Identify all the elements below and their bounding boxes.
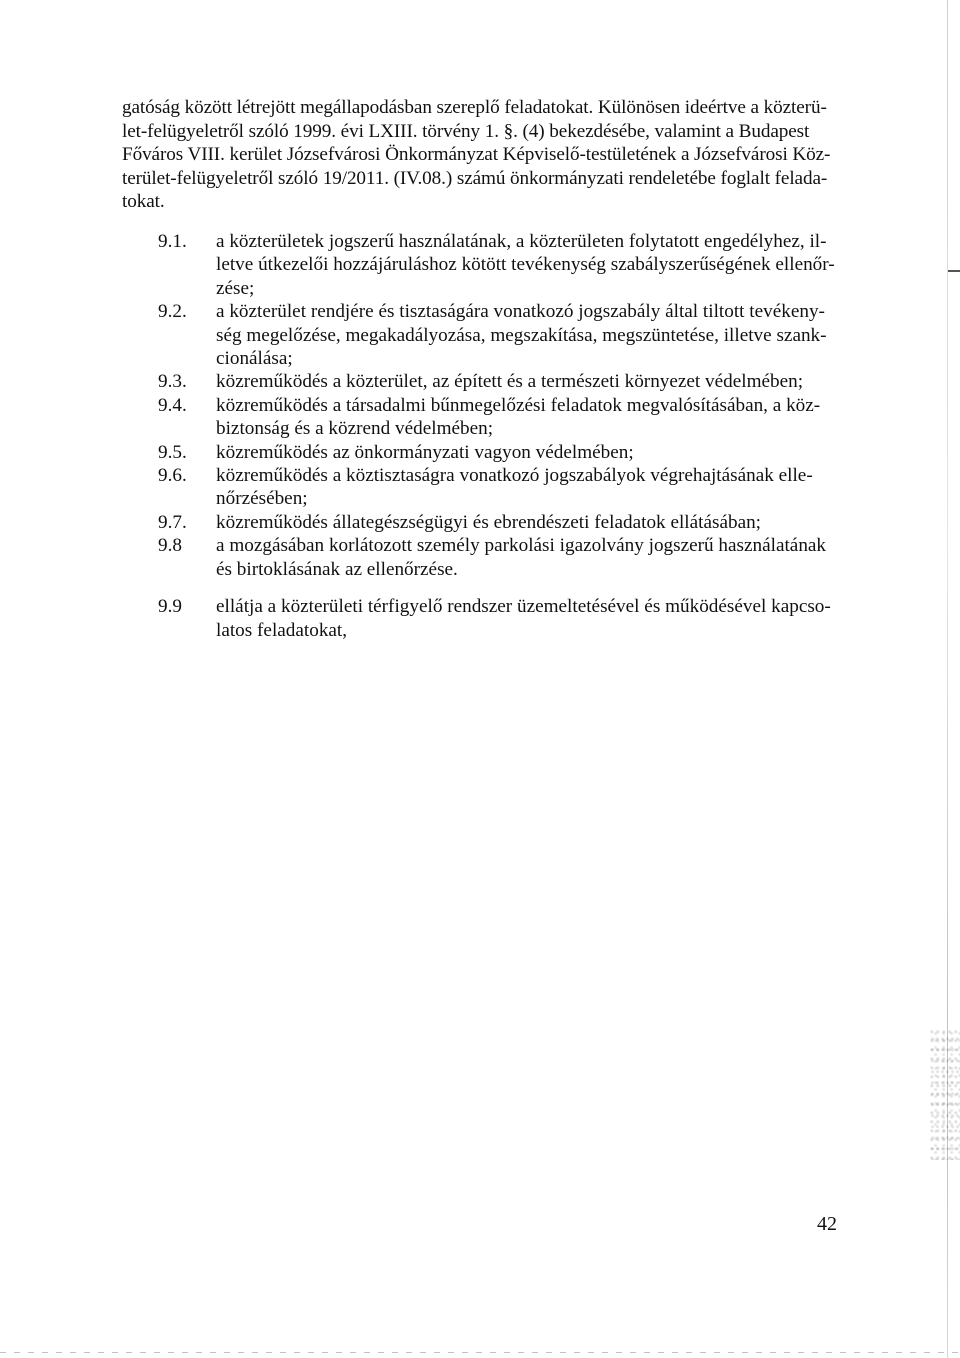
list-spacer — [150, 581, 850, 595]
item-text — [216, 441, 850, 464]
item-text — [216, 230, 850, 300]
intro-line: tokat. — [122, 191, 165, 213]
item-line: letve útkezelői hozzájáruláshoz kötött tevékenység szabályszerűségének ellenőr- — [216, 254, 835, 276]
scan-noise — [930, 1030, 960, 1160]
scan-bottom-edge — [0, 1352, 960, 1353]
task-list — [150, 230, 850, 642]
scan-edge-mark — [948, 270, 960, 272]
item-line: a közterületek jogszerű használatának, a közterületen folytatott engedélyhez, il- — [216, 231, 827, 252]
item-line: közreműködés a társadalmi bűnmegelőzési feladatok megvalósításában, a köz- — [216, 394, 821, 416]
list-item — [150, 511, 850, 534]
item-line: ség megelőzése, megakadályozása, megszakítása, megszüntetése, illetve szank- — [216, 324, 827, 346]
item-number: 9.6. — [158, 465, 187, 487]
item-line: közreműködés a köztisztaságra vonatkozó jogszabályok végrehajtásának elle- — [216, 465, 813, 487]
intro-line: gatóság között létrejött megállapodásban szereplő feladatokat. Különösen ideértve a közterü- — [122, 97, 827, 118]
item-text — [216, 534, 850, 581]
list-item — [150, 441, 850, 464]
item-line: ellátja a közterületi térfigyelő rendszer üzemeltetésével és működésével kapcso- — [216, 596, 831, 618]
item-line: és birtoklásának az ellenőrzése. — [216, 558, 458, 580]
item-text — [216, 511, 850, 534]
list-item — [150, 300, 850, 370]
item-text — [216, 370, 850, 393]
intro-paragraph — [122, 96, 844, 214]
list-item — [150, 534, 850, 581]
list-item — [150, 394, 850, 441]
intro-line: let-felügyeletről szóló 1999. évi LXIII. törvény 1. §. (4) bekezdésébe, valamint a Budapest — [122, 120, 810, 142]
item-line: közreműködés az önkormányzati vagyon védelmében; — [216, 441, 634, 463]
item-number: 9.8 — [158, 535, 182, 557]
list-item — [150, 595, 850, 642]
item-number: 9.9 — [158, 596, 182, 618]
intro-line: terület-felügyeletről szóló 19/2011. (IV.08.) számú önkormányzati rendeletébe foglalt felada- — [122, 167, 828, 189]
item-line: latos feladatokat, — [216, 619, 348, 641]
item-line: közreműködés a közterület, az épített és a természeti környezet védelmében; — [216, 371, 804, 393]
item-line: zése; — [216, 277, 255, 299]
item-number: 9.1. — [158, 231, 187, 252]
item-number: 9.4. — [158, 394, 187, 416]
item-line: közreműködés állategészségügyi és ebrendészeti feladatok ellátásában; — [216, 511, 762, 533]
item-number: 9.7. — [158, 511, 187, 533]
list-item — [150, 230, 850, 300]
list-item — [150, 370, 850, 393]
list-item — [150, 464, 850, 511]
item-line: a mozgásában korlátozott személy parkolási igazolvány jogszerű használatának — [216, 535, 827, 557]
item-text — [216, 300, 850, 370]
item-text — [216, 394, 850, 441]
item-line: nőrzésében; — [216, 488, 308, 510]
item-line: a közterület rendjére és tisztaságára vonatkozó jogszabály által tiltott tevékeny- — [216, 301, 825, 323]
item-number: 9.5. — [158, 441, 187, 463]
page-number: 42 — [817, 1213, 837, 1235]
item-text — [216, 595, 850, 642]
intro-line: Főváros VIII. kerület Józsefvárosi Önkormányzat Képviselő-testületének a Józsefvárosi Köz- — [122, 144, 831, 166]
item-number: 9.2. — [158, 301, 187, 323]
item-line: biztonság és a közrend védelmében; — [216, 418, 494, 440]
item-text — [216, 464, 850, 511]
item-line: cionálása; — [216, 348, 293, 370]
item-number: 9.3. — [158, 371, 187, 393]
